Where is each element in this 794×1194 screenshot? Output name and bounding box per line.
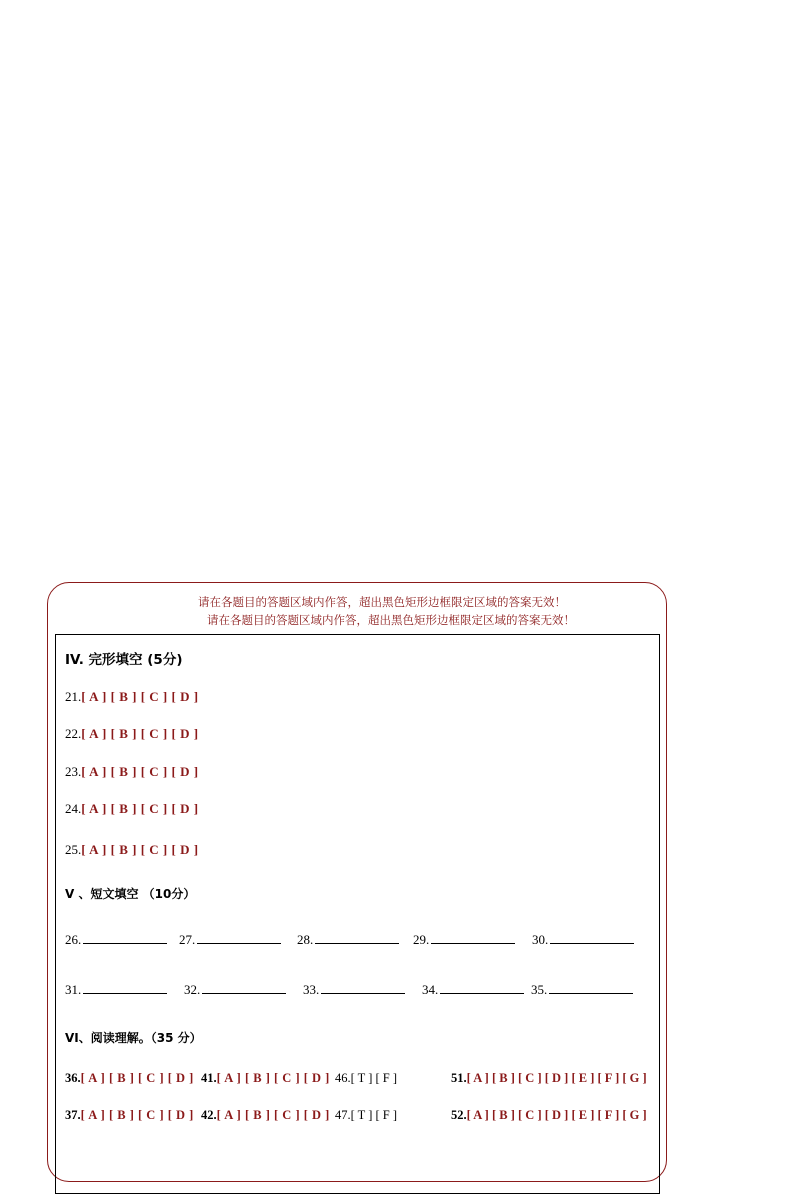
question-number: 36.: [65, 1071, 81, 1085]
question-number: 47.: [335, 1108, 351, 1122]
section-6-title: VI、阅读理解。（35 分）: [65, 1031, 202, 1045]
answer-blank[interactable]: [202, 981, 286, 994]
question-51: [451, 1071, 647, 1086]
answer-options[interactable]: [ A ] [ B ] [ C ] [ D ]: [80, 1071, 194, 1085]
blank-number: 28.: [297, 932, 314, 947]
answer-blank[interactable]: [321, 981, 405, 994]
answer-blank[interactable]: [83, 931, 167, 944]
answer-options[interactable]: [ A ] [ B ] [ C ] [ D ]: [81, 764, 199, 779]
blank-number: 33.: [303, 982, 320, 997]
warning-text: 请在各题目的答题区域内作答，超出黑色矩形边框限定区域的答案无效！: [198, 595, 566, 609]
answer-options[interactable]: [ A ] [ B ] [ C ] [ D ]: [80, 1108, 194, 1122]
question-number: 52.: [451, 1108, 467, 1122]
answer-blank[interactable]: [549, 981, 633, 994]
question-25: [65, 842, 199, 858]
answer-blank[interactable]: [550, 931, 634, 944]
question-number: 41.: [201, 1071, 217, 1085]
true-false-options[interactable]: [ T ] [ F ]: [350, 1071, 398, 1085]
blank-item: [532, 931, 634, 948]
blank-number: 27.: [179, 932, 196, 947]
blank-number: 35.: [531, 982, 548, 997]
question-23: [65, 764, 199, 780]
answer-options[interactable]: [ A ] [ B ] [ C ] [ D ]: [81, 689, 199, 704]
answer-options[interactable]: [ A ] [ B ] [ C ] [ D ]: [81, 801, 199, 816]
blank-item: [65, 981, 167, 998]
question-number: 37.: [65, 1108, 81, 1122]
question-47: [335, 1108, 397, 1123]
blank-item: [303, 981, 405, 998]
answer-options[interactable]: [ A ] [ B ] [ C ] [ D ]: [216, 1108, 330, 1122]
question-number: 25.: [65, 842, 82, 857]
answer-options[interactable]: [ A ] [ B ] [ C ] [ D ]: [216, 1071, 330, 1085]
blank-number: 32.: [184, 982, 201, 997]
question-36: [65, 1071, 194, 1086]
blank-number: 26.: [65, 932, 82, 947]
blank-item: [65, 931, 167, 948]
blank-item: [422, 981, 524, 998]
answer-options[interactable]: [ A ] [ B ] [ C ] [ D ]: [81, 842, 199, 857]
answer-blank[interactable]: [440, 981, 524, 994]
answer-blank[interactable]: [315, 931, 399, 944]
question-number: 23.: [65, 764, 82, 779]
question-number: 22.: [65, 726, 82, 741]
question-number: 21.: [65, 689, 82, 704]
question-46: [335, 1071, 397, 1086]
answer-options[interactable]: [ A ] [ B ] [ C ] [ D ]: [81, 726, 199, 741]
answer-blank[interactable]: [83, 981, 167, 994]
question-21: [65, 689, 199, 705]
question-number: 42.: [201, 1108, 217, 1122]
blank-number: 30.: [532, 932, 549, 947]
answer-blank[interactable]: [197, 931, 281, 944]
blank-item: [297, 931, 399, 948]
blank-number: 34.: [422, 982, 439, 997]
question-number: 51.: [451, 1071, 467, 1085]
question-37: [65, 1108, 194, 1123]
section-4-title: IV. 完形填空 (5分): [65, 652, 183, 668]
question-number: 24.: [65, 801, 82, 816]
question-number: 46.: [335, 1071, 351, 1085]
true-false-options[interactable]: [ T ] [ F ]: [350, 1108, 398, 1122]
blank-item: [413, 931, 515, 948]
answer-options[interactable]: [ A ] [ B ] [ C ] [ D ] [ E ] [ F ] [ G ]: [466, 1071, 647, 1085]
question-42: [201, 1108, 330, 1123]
blank-item: [531, 981, 633, 998]
question-24: [65, 801, 199, 817]
question-52: [451, 1108, 647, 1123]
blank-item: [184, 981, 286, 998]
question-41: [201, 1071, 330, 1086]
blank-number: 31.: [65, 982, 82, 997]
answer-options[interactable]: [ A ] [ B ] [ C ] [ D ] [ E ] [ F ] [ G ]: [466, 1108, 647, 1122]
blank-item: [179, 931, 281, 948]
blank-number: 29.: [413, 932, 430, 947]
question-22: [65, 726, 199, 742]
warning-text: 请在各题目的答题区域内作答，超出黑色矩形边框限定区域的答案无效！: [207, 613, 575, 627]
answer-blank[interactable]: [431, 931, 515, 944]
section-5-title: V 、短文填空 （10分）: [65, 887, 196, 901]
